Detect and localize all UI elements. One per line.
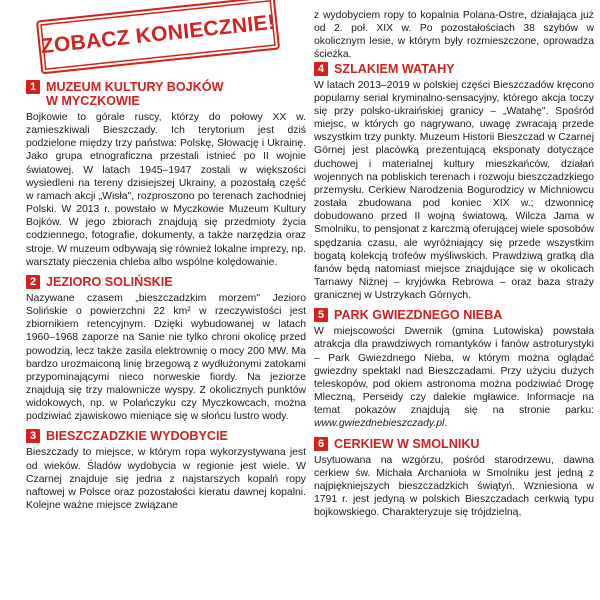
section-number: 3: [26, 429, 40, 443]
section-number: 4: [314, 62, 328, 76]
right-column: [314, 9, 594, 525]
section-heading: [314, 62, 594, 76]
section-heading: [314, 437, 594, 451]
link-suffix: .: [444, 418, 448, 430]
section-body: W latach 2013–2019 w polskiej części Bieszczadów kręcono popularny serial kryminalno-sensacyjny, którego akcja toczy się przy polsko-ukraińskiej granicy – „Watahę". Spośród miejsc, w których go nagrywano, uwagę zwracają przede wszystkim trzy punkty. Muzeum Historii Bieszczad w Czarnej Górnej jest placówką prezentującą eksponaty dotyczące duchowej i materialnej kultury mieszkańców, działań wojennych na pobliskich terenach i rozwoju bieszczadzkiego przemysłu. Cerkiew Narodzenia Bogurodzicy w Michniowcu została zbudowana pod koniec XIX w.; dzwonnicę dobudowano przed II wojną światową. Wilcza Jama w Smolniku, to pensjonat z karczmą oferującej wiele sposobów spędzania czasu, ale wyróżniający się przede wszystkim bogatą kolekcją trofeów myśliwskich. Prawdziwą gratką dla fanów będą natomiast miejsce znajdujące się w okolicach Tarnawy Niżnej – kryjówka Rebrowa – oraz baza straży granicznej w Ustrzykach Górnych.: [314, 79, 594, 302]
section-number: 6: [314, 437, 328, 451]
section-number: 1: [26, 80, 40, 94]
section-heading: [26, 80, 306, 108]
stamp-banner: [36, 0, 280, 74]
section-2: [26, 275, 306, 424]
section-3: [26, 429, 306, 512]
section-number: 5: [314, 308, 328, 322]
section-1: [26, 80, 306, 269]
section-title: CERKIEW W SMOLNIKU: [334, 436, 480, 451]
section-body: Nazywane czasem „bieszczadzkim morzem" Jezioro Solińskie o powierzchni 22 km² w rzeczywistości jest zbiornikiem retencyjnym. Dzięki wybudowanej w latach 1960–1968 zaporze na Sanie nie tylko chroni okolicę przed powodzią, lecz także zasila elektrownię o mocy 200 MW. Ma bardzo urozmaiconą linię brzegową z wydłużonymi zatokami przypominającymi nieco norweskie fiordy. Na jeziorze znajdują się trzy malownicze wyspy. Z okolicznych punktów widokowych, np. w Polańczyku czy Myczkowcach, można podziwiać zjawiskowo mieniące się w słońcu lustro wody.: [26, 292, 306, 423]
section-3-continuation: z wydobyciem ropy to kopalnia Polana-Ostre, działająca już od 2. poł. XIX w. Po pozostałościach 38 szybów w okolicznym lesie, w którym były rozmieszczone, oprowadza ścieżka.: [314, 10, 594, 61]
section-title: MUZEUM KULTURY BOJKÓW: [46, 80, 224, 94]
section-heading: [26, 429, 306, 443]
left-column: [26, 80, 306, 518]
section-title-line2: W MYCZKOWIE: [46, 94, 140, 108]
section-4: [314, 62, 594, 303]
website-link[interactable]: www.gwiezdnebieszczady.pl: [314, 418, 445, 430]
section-title: BIESZCZADZKIE WYDOBYCIE: [46, 429, 228, 444]
section-body-text: W miejscowości Dwernik (gmina Lutowiska) powstała atrakcja dla prawdziwych romantyków i fanów astroturystyki – Park Gwiezdnego Nieba, w którym można oglądać gwiezdny spektakl nad Bieszczadami. Przy użyciu dużych teleskopów, pod okiem astronoma można podziwiać Drogę Mleczną, Perseidy czy dalekie mgławice. Informacje na temat pokazów znajdują się na stronie parku:: [314, 326, 594, 417]
section-body: Bojkowie to górale ruscy, którzy do połowy XX w. zamieszkiwali Bieszczady. Ich terytorium jest dziś podzielone między trzy państwa: Polskę, Słowację i Ukrainę. Jako grupa etnograficzna przestali istnieć po II wojnie światowej. W latach 1945–1947 zostali w większości wysiedleni na tereny dzisiejszej Ukrainy, a pozostałą część w ramach akcji „Wisła", rozproszono po terenach zachodniej Polski. W 2013 r. powstało w Myczkowie Muzeum Kultury Bojków. W jego zbiorach znajdują się przedmioty życia codziennego, fotografie, dokumenty, a także narzędzia oraz stroje. W muzeum odbywają się również lokalne imprezy, np. warsztaty pieczenia chleba albo wspólne kolędowanie.: [26, 112, 306, 268]
section-number: 2: [26, 275, 40, 289]
section-title: SZLAKIEM WATAHY: [334, 61, 455, 76]
section-6: [314, 437, 594, 520]
section-body: Usytuowana na wzgórzu, pośród starodrzewu, dawna cerkiew św. Michała Archanioła w Smolniku jest jedną z najpiękniejszych bieszczadzkich świątyń. Wzniesiona w 1791 r. jest jedyną w polskich Bieszczadach cerkwią typu bojkowskiego. Charakteryzuje się trójdzielną,: [314, 454, 594, 519]
section-body: [314, 325, 594, 430]
section-heading: [314, 308, 594, 322]
section-heading: [26, 275, 306, 289]
section-title: JEZIORO SOLIŃSKIE: [46, 274, 173, 289]
section-body: Bieszczady to miejsce, w którym ropa wykorzystywana jest od wieków. Śladów wydobycia w regionie jest wiele. W Czarnej znajduje się jedna z najstarszych kopalń ropy naftowej w Polsce oraz pozostałości kieratu dawnej kopalni. Kolejne ważne miejsce związane: [26, 447, 306, 512]
section-title: PARK GWIEZDNEGO NIEBA: [334, 308, 503, 323]
stamp-text: ZOBACZ KONIECZNIE!: [39, 10, 277, 59]
section-5: [314, 308, 594, 430]
